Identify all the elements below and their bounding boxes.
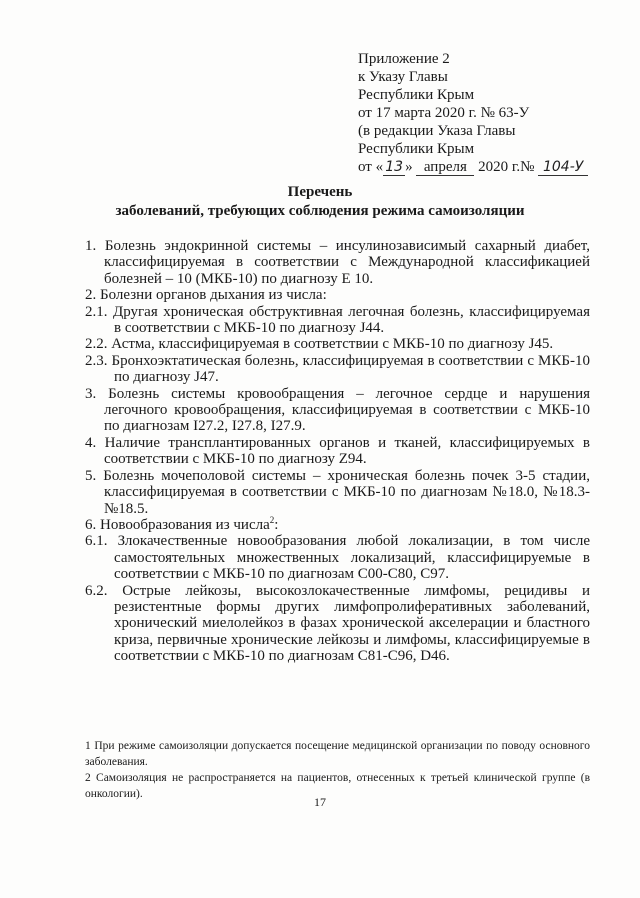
date-month: апреля <box>416 160 474 176</box>
footnote: 1 При режиме самоизоляции допускается посещение медицинской организации по поводу основного заболевания. <box>85 740 590 768</box>
list-item: 6.1. Злокачественные новообразования любой локализации, в том числе самостоятельных множественных локализаций, классифицируемые в соответствии с МКБ-10 по диагнозам С00-С80, С97. <box>85 533 590 583</box>
handwritten-day: 13 <box>383 160 405 176</box>
list-item: 2.1. Другая хроническая обструктивная легочная болезнь, классифицируемая в соответствии с МКБ-10 по диагнозу J44. <box>85 303 590 337</box>
list-item: 1. Болезнь эндокринной системы – инсулинозависимый сахарный диабет, классифицируемая в соответствии с Международной классификацией болезней – 10 (МКБ-10) по диагнозу Е 10. <box>85 238 590 287</box>
footnote-ref: 2 <box>269 514 275 525</box>
handwritten-number: 104-У <box>538 160 588 176</box>
footnote: 2 Самоизоляция не распространяется на пациентов, отнесенных к третьей клинической группе (в онкологии). <box>85 772 590 800</box>
date-mid: » <box>405 159 413 175</box>
page-number: 17 <box>314 795 326 809</box>
list-item: 2. Болезни органов дыхания из числа: <box>85 287 327 304</box>
list-item: 2.2. Астма, классифицируемая в соответствии с МКБ-10 по диагнозу J45. <box>85 336 554 353</box>
header-line: Приложение 2 <box>358 51 450 67</box>
document-title <box>0 183 640 221</box>
list-item: 3. Болезнь системы кровообращения – легочное сердце и нарушения легочного кровообращения, классифицируемая в соответствии с МКБ-10 по диагнозам I27.2, I27.8, I27.9. <box>85 385 590 435</box>
header-date-line <box>358 158 618 176</box>
header-line: Республики Крым <box>358 141 475 157</box>
list-item: 4. Наличие трансплантированных органов и тканей, классифицируемых в соответствии с МКБ-10 по диагнозу Z94. <box>85 434 590 468</box>
header-line: (в редакции Указа Главы <box>358 123 516 139</box>
appendix-header <box>358 50 618 176</box>
date-prefix: от « <box>358 159 384 175</box>
list-item-text: 6. Новообразования из числа <box>85 516 270 533</box>
date-year: 2020 г.№ <box>478 159 535 175</box>
list-item-suffix: : <box>274 516 279 533</box>
header-line: Республики Крым <box>358 87 475 103</box>
header-line: от 17 марта 2020 г. № 63-У <box>358 105 530 121</box>
header-line: к Указу Главы <box>358 69 448 85</box>
disease-list <box>85 238 590 665</box>
footnotes <box>85 738 590 802</box>
list-item: 2.3. Бронхоэктатическая болезнь, классифицируемая в соответствии с МКБ-10 по диагнозу J47. <box>85 352 590 386</box>
list-item <box>85 514 590 533</box>
list-item: 5. Болезнь мочеполовой системы – хроническая болезнь почек 3-5 стадии, классифицируемая в соответствии с МКБ-10 по диагнозам №18.0, №18.3-№18.5. <box>85 467 590 517</box>
list-item: 6.2. Острые лейкозы, высокозлокачественные лимфомы, рецидивы и резистентные формы других лимфопролиферативных заболеваний, хронический миелолейкоз в фазах хронической акселерации и бластного криза, первичные хронические лейкозы и лимфомы, классифицируемые в соответствии с МКБ-10 по диагнозам С81-С96, D46. <box>85 582 590 665</box>
title-line-1: Перечень <box>287 184 353 200</box>
title-line-2: заболеваний, требующих соблюдения режима самоизоляции <box>115 203 525 219</box>
